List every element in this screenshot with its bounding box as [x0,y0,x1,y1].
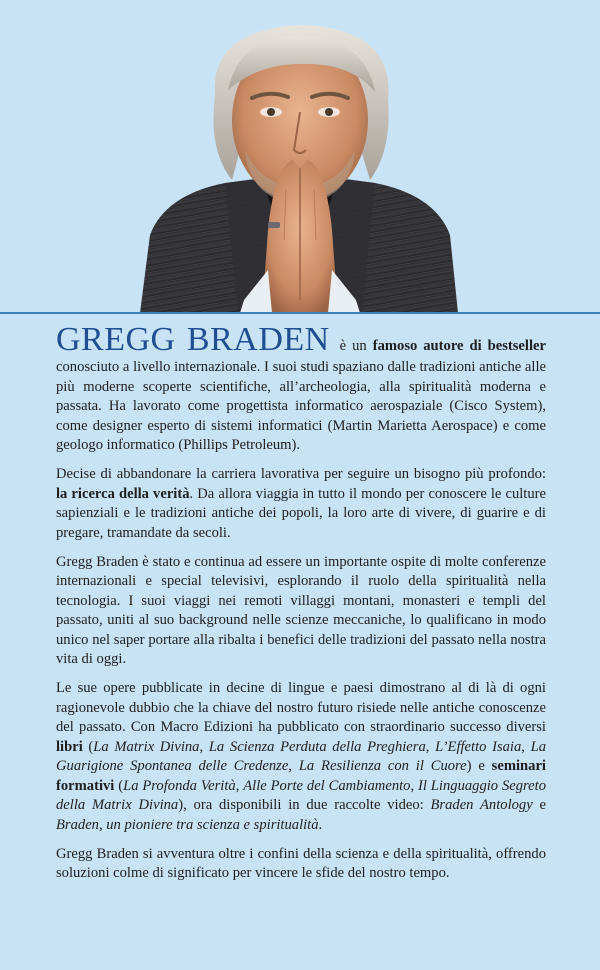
bio-p4-text: , [235,777,244,794]
bio-paragraph-1 [56,322,546,456]
bio-p4-text: ), ora disponibili in due raccolte video: [178,797,431,813]
bio-p4-text: , [199,738,209,755]
bio-p4-text: e [532,797,546,813]
author-name: GREGG BRADEN [56,321,330,358]
bio-p1-intro: è un [333,338,373,354]
book-title: La Resilienza con il Cuore [298,758,467,774]
bio-p2-before: Decise di abbandonare la carriera lavorativa per seguire un bisogno più profondo: [56,466,546,482]
bio-p1-rest: conosciuto a livello internazionale. I suoi studi spaziano dalle tradizioni antiche alle più moderne scoperte scientifiche, all’archeologia, alla spiritualità moderna e passata. Ha lavorato come progettista informatico aerospaziale (Cisco System), come designer esperto di sistemi informatici (Martin Marietta Aerospace) e come geologo informatico (Phillips Petroleum). [56,359,546,453]
bio-p2-after: . Da allora viaggia in tutto il mondo per conoscere le culture sapienziali e le tradizioni antiche dei popoli, la loro arte di vivere, di guarire e di pregare, tramandate da secoli. [56,485,546,541]
video-title: Braden, un pioniere tra scienza e spiritualità [56,816,319,833]
seminar-title: Il Linguaggio Segreto della Matrix Divina [56,777,547,813]
seminar-title: Alle Porte del Cambiamento [243,777,411,794]
bio-p4-text: ) e [466,758,492,774]
seminar-title: La Profonda Verità [123,777,236,794]
bio-paragraph-5: Gregg Braden si avventura oltre i confini della scienza e della spiritualità, offrendo soluzioni colme di significato per vincere le sfide del nostro tempo. [56,845,546,881]
author-portrait-illustration [0,0,600,313]
bio-p4-text: Le sue opere pubblicate in decine di lingue e paesi dimostrano al di là di ogni ragionevole dubbio che la chiave del nostro futuro risiede nelle antiche conoscenze del passato. Con Macro Edizioni ha pubblicato con straordinario successo diversi [56,680,546,735]
bio-p4-text: , [521,738,531,755]
book-title: La Matrix Divina [93,738,200,755]
book-title: L’Effetto Isaia [435,738,522,755]
bio-paragraph-4 [56,679,546,835]
bio-paragraph-3: Gregg Braden è stato e continua ad essere un importante ospite di molte conferenze internazionali e special televisivi, esplorando il ruolo della spiritualità nella tecnologia. I suoi viaggi nei remoti villaggi montani, monasteri e templi del passato, uniti al suo background nelle scienze meccaniche, lo qualificano in modo unico nel saper portare alla ribalta i benefici delle tradizioni del passato nella nostra vita di oggi. [56,553,546,667]
bio-p4-text: . [318,816,323,833]
bio-p2-bold: la ricerca della verità [56,485,190,502]
bio-p4-seminars-label: seminari formativi [56,758,546,794]
bio-p4-books-label: libri [56,738,83,755]
bio-p4-text: ( [114,777,124,794]
book-title: La Scienza Perduta della Preghiera [208,738,426,755]
bio-p1-bold: famoso autore di bestseller [372,338,546,354]
bio-paragraph-2 [56,465,546,543]
bio-p4-text: ( [82,738,94,755]
bio-p4-text: , [425,738,436,755]
author-bio [56,322,546,893]
author-photo [0,0,600,313]
book-title: La Guarigione Spontanea delle Credenze [56,738,547,774]
divider-rule [0,312,600,314]
bio-p4-text: , [410,777,419,794]
video-title: Braden Antology [430,797,533,813]
bio-p4-text: , [288,758,299,774]
